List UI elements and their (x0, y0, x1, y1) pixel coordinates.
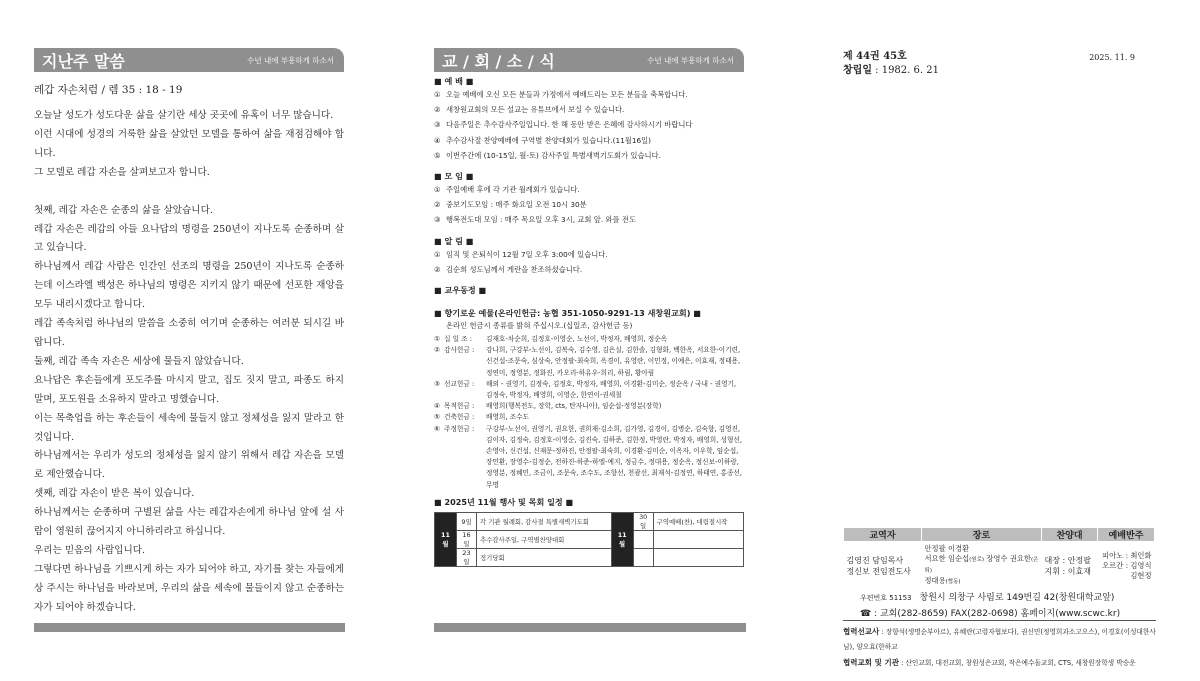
associate-elder: 정대용 (924, 576, 946, 585)
volume-number: 제 44권 45호 (843, 51, 907, 62)
schedule-event: 구역예배(찬), 대림절시작 (653, 512, 743, 530)
founded-date: : 1982. 6. 21 (871, 65, 939, 76)
offering-list (434, 334, 744, 491)
news-section-title: ■ 모 임 ■ (434, 171, 474, 182)
choir-leader: 대장 : 안정팔 (1044, 555, 1091, 565)
organist-2: 김현정 (1130, 570, 1152, 580)
partners-label: 협력교회 및 기관 (843, 658, 899, 667)
item-number: ② (434, 105, 441, 115)
schedule-day: 9일 (457, 512, 477, 530)
item-number: ③ (434, 215, 441, 225)
staff-choir (1042, 542, 1098, 590)
sermon-paragraph: 이는 목축업을 하는 후손들이 세속에 물들지 않고 정체성을 잃지 말라고 한 것입니다. (34, 412, 344, 443)
offering-donors: 구강부-노선이, 권영기, 권요한, 권희재-김소희, 김가영, 김경이, 김병순, 김숙향, 김영진, 김이자, 김정숙, 김정호-이영순, 김진숙, 김하준, 김한정, 박영란, 박정자, 배영희, 성형선, 손영아, 신건섭, 신재문-정하진, 안정팔-최숙희, 이경환-김미순, 이옥자, 이우학, 임순섭, 장민환, 장영수-김정순, 전하진-하준-하엘-예지, 정금수, 정대용, 정순옥, 정신보-이하랑, 정영분, 정혜민, 조금이, 조문숙, 조수도, 조향선, 천광선, 최재석-김정연, 하태연, 홍종선, 무명 (486, 424, 742, 489)
choir-conductor: 지휘 : 이효재 (1044, 566, 1091, 576)
divider (843, 620, 1156, 621)
schedule-month-2: 11월 (611, 512, 633, 566)
item-text: 주일예배 후에 각 기관 월례회가 있습니다. (446, 185, 580, 195)
schedule-event (653, 530, 743, 548)
elders-line-3 (925, 576, 1039, 587)
item-text: 중보기도모임 : 매주 화요일 오전 10시 30분 (446, 200, 587, 210)
offering-donors: 배영희(행복전도, 장학, cts, 탄자니아), 임순섭-정영분(장학) (486, 402, 662, 411)
news-item (434, 102, 744, 117)
elders-line-2 (925, 554, 1039, 576)
associate-tag: (협동) (945, 579, 961, 585)
news-section-title: ■ 예 배 ■ (434, 76, 474, 86)
sermon-paragraph: 둘째, 레갑 족속 자손은 세상에 물들지 않았습니다. (34, 355, 244, 367)
schedule-title: ■ 2025년 11월 행사 및 목회 일정 ■ (434, 496, 574, 507)
sermon-paragraph: 그 모델로 레갑 자손을 살펴보고자 합니다. (34, 166, 210, 178)
offering-row (434, 401, 744, 412)
offering-kind: 감사헌금 : (444, 346, 475, 355)
item-text: 추수감사절 찬양예배에 구역별 찬양대회가 있습니다.(11월16일) (446, 135, 652, 145)
schedule-row (435, 548, 744, 566)
news-item (434, 197, 744, 212)
paragraph-gap (34, 183, 344, 202)
item-text: 김순희 성도님께서 게란을 찬조하셨습니다. (446, 264, 583, 274)
church-news-panel (434, 48, 744, 567)
emeritus-tag: (원로) (969, 557, 985, 563)
item-number: ① (434, 90, 441, 99)
schedule-event: 각 기관 월례회, 감사절 특별새벽기도회 (477, 512, 612, 530)
offering-number: ⑤ (434, 413, 440, 422)
offering-kind: 십 일 조 : (444, 335, 473, 344)
retired-elders: 장영수 권요한 (984, 554, 1031, 563)
mission-info (843, 624, 1163, 671)
news-footer-bar (434, 623, 746, 632)
elders-line-1: 안정팔 이경환 (924, 544, 970, 553)
offering-kind: 건축헌금 : (444, 413, 475, 422)
item-text: 다음주일은 추수감사주일입니다. 한 해 동안 받은 은혜에 감사하시기 바랍니다 (446, 120, 693, 130)
news-header (434, 48, 744, 72)
church-address (860, 590, 1160, 603)
offering-kind: 주정헌금 : (444, 424, 475, 433)
staff-accompanists (1098, 542, 1155, 590)
item-number: ③ (434, 120, 441, 130)
schedule-row (435, 512, 744, 530)
pianist: 피아노 : 최인화 (1102, 550, 1152, 560)
schedule-day (633, 548, 653, 566)
news-item (434, 87, 744, 102)
sermon-header-subtitle: 수년 내에 부흥하게 하소서 (247, 55, 334, 65)
news-item (434, 262, 744, 277)
offering-row (434, 424, 744, 491)
sermon-body (34, 107, 344, 618)
staff-pastors (844, 542, 922, 590)
schedule-day: 30일 (633, 512, 653, 530)
sermon-paragraph: 요나답은 후손들에게 포도주를 마시지 말고, 집도 짓지 말고, 파종도 하지 말며, 포도원을 소유하지 말라고 명했습니다. (34, 374, 344, 405)
offering-donors: 김재호-차순희, 김정호-이영순, 노선이, 박정자, 배영희, 정순옥 (486, 335, 668, 344)
bulletin-date: 2025. 11. 9 (1089, 53, 1135, 62)
bulletin-info (843, 50, 1163, 78)
item-text: 새창원교회의 모든 설교는 유튜브에서 보실 수 있습니다. (446, 105, 625, 115)
schedule-event (653, 548, 743, 566)
offering-number: ⑥ (434, 424, 440, 433)
schedule-month: 11월 (435, 512, 457, 566)
news-item (434, 117, 744, 132)
offering-row (434, 379, 744, 401)
organist: 오르간 : 김영식 (1102, 560, 1152, 570)
sermon-paragraph: 이런 시대에 성경의 거룩한 삶을 살았던 모델을 통하여 삶을 재점검해야 합니다. (34, 128, 344, 159)
news-item (434, 182, 744, 197)
schedule-row (435, 530, 744, 548)
item-number: ④ (434, 135, 441, 145)
missionaries-text: : 장향석(생명순부아르), 유혜란(고령자협보다), 권신민(정영희과소고오스), 이경호(이성대한사님), 양오효(한하교 (843, 628, 1156, 651)
retired-tag: (은퇴) (924, 557, 1039, 574)
news-header-title: 교 / 회 / 소 / 식 (442, 51, 555, 71)
missionaries-label: 협력선교사 (843, 627, 880, 636)
sermon-paragraph: 하나님께서는 우리가 성도의 정체성을 잃지 않기 위해서 레갑 자손을 모델로 제안했습니다. (34, 450, 344, 481)
offering-donors: 해외 - 권영기, 김정숙, 김정호, 박정자, 배영희, 이경환-김미순, 정순옥 / 국내 - 권영기, 김정숙, 박정자, 배영희, 이영순, 한연이-권세철 (486, 379, 737, 400)
offering-donors: 배영희, 조수도 (486, 413, 530, 422)
missionaries-line (843, 624, 1163, 655)
schedule-day: 23일 (457, 548, 477, 566)
sermon-header-title: 지난주 말씀 (42, 51, 125, 71)
item-text: 이번주간에 (10-15일, 월-토) 감사주일 특별새벽기도회가 있습니다. (446, 150, 661, 160)
senior-pastor: 김영진 담임목사 (846, 555, 904, 565)
news-item (434, 247, 744, 262)
offering-note: 온라인 헌금시 종류를 밝혀 주십시오.(십일조, 감사헌금 등) (446, 321, 633, 331)
emeritus-elders: 서요한 임순섭 (924, 554, 970, 563)
news-item (434, 148, 744, 163)
staff-header-choir: 찬양대 (1042, 528, 1098, 542)
news-section-title: ■ 알 림 ■ (434, 235, 474, 246)
item-text: 행복전도대 모임 : 매주 목요일 오후 3시, 교회 앞. 와플 전도 (446, 215, 637, 225)
sermon-paragraph: 하나님께서 레갑 사람은 인간인 선조의 명령을 250년이 지나도록 순종하는데 이스라엘 백성은 하나님의 명령은 지키지 않기 때문에 선포한 재앙을 모두 내리시겠다고 합니다. (34, 261, 344, 311)
staff-header-accompanist: 예배반주 (1098, 528, 1155, 542)
offering-donors: 강나희, 구강부-노선이, 김복숙, 김수영, 김은실, 김한솔, 김형화, 백한옥, 서요한-이기련, 신건섭-조문숙, 심상숙, 안정팔-최숙희, 옥경이, 유영란, 이민정, 이예은, 이효재, 정태용, 정연미, 정영분, 정화진, 카오리-하유우-희리, 하림, 황아림 (486, 346, 741, 377)
offering-number: ④ (434, 402, 440, 411)
offering-number: ① (434, 335, 440, 344)
news-item (434, 133, 744, 148)
sermon-footer-bar (34, 623, 345, 632)
item-text: 오늘 예배에 오신 모든 분들과 가정에서 예배드리는 모든 분들을 축복합니다. (446, 90, 688, 99)
news-section-title: ■ 교우동정 ■ (434, 285, 487, 296)
offering-row (434, 412, 744, 423)
address-text: 창원시 의창구 사림로 149번길 42(창원대학교앞) (919, 593, 1115, 603)
item-text: 임직 및 은퇴식이 12월 7일 오후 3:00에 있습니다. (446, 249, 608, 259)
founded-line (843, 64, 1163, 78)
staff-table (843, 527, 1155, 589)
sermon-paragraph: 첫째, 레갑 자손은 순종의 삶을 살았습니다. (34, 204, 213, 216)
schedule-event: 추수감사주일, 구역별찬양대회 (477, 530, 612, 548)
item-number: ① (434, 185, 441, 195)
schedule-event: 정기당회 (477, 548, 612, 566)
schedule-table (434, 512, 744, 567)
staff-elders (922, 542, 1042, 590)
sermon-panel (34, 48, 344, 618)
partners-text: : 산인교회, 대전교회, 창원성은교회, 작은예수돌교회, CTS, 새창원장학생 박승운 (898, 659, 1136, 667)
offering-number: ② (434, 346, 440, 355)
offering-kind: 선교헌금 : (444, 379, 475, 388)
schedule-day (633, 530, 653, 548)
news-item (434, 212, 744, 227)
staff-header-pastor: 교역자 (844, 528, 922, 542)
postal-code: 우편번호 51153 (860, 594, 912, 602)
sermon-paragraph: 셋째, 레갑 자손이 받은 복이 있습니다. (34, 488, 195, 500)
offering-row (434, 334, 744, 345)
schedule-day: 16일 (457, 530, 477, 548)
sermon-paragraph: 레갑 자손은 레갑의 아들 요나답의 명령을 250년이 지나도록 순종하며 살고 있습니다. (34, 223, 344, 254)
sermon-paragraph: 우리는 믿음의 사람입니다. (34, 544, 146, 556)
sermon-paragraph: 오늘날 성도가 성도다운 삶을 살기란 세상 곳곳에 유혹이 너무 많습니다. (34, 110, 334, 121)
item-number: ② (434, 200, 441, 210)
offering-number: ③ (434, 379, 440, 388)
news-sections (434, 76, 744, 296)
item-number: ① (434, 249, 441, 259)
offering-title: ■ 향기로운 예물(온라인헌금: 농협 351-1050-9291-13 새창원교회) ■ (434, 308, 701, 319)
staff-header-elder: 장로 (922, 528, 1042, 542)
sermon-paragraph: 그렇다면 하나님을 기쁘시게 하는 자가 되어야 하고, 자기를 찾는 자들에게 상 주시는 하나님을 바라보며, 우리의 삶을 세속에 물들이지 않고 순종하는 자가 되어야 하겠습니다. (34, 563, 344, 613)
founded-label: 창립일 (843, 65, 872, 76)
item-number: ② (434, 264, 441, 274)
news-header-subtitle: 수년 내에 부흥하게 하소서 (647, 55, 734, 65)
offering-row (434, 345, 744, 379)
sermon-paragraph: 하나님께서는 순종하며 구별된 삶을 사는 레갑자손에게 하나님 앞에 설 사람이 영원히 끊어지지 아니하리라고 하십니다. (34, 507, 344, 538)
contact-line: ☎ : 교회(282-8659) FAX(282-0698) 홈페이지(www.scwc.kr) (860, 609, 1121, 619)
sermon-header (34, 48, 344, 72)
full-time-evangelist: 정신보 전임전도사 (846, 566, 911, 576)
partners-line (843, 655, 1163, 671)
item-number: ⑤ (434, 150, 441, 160)
offering-kind: 목적헌금 : (444, 402, 475, 411)
sermon-paragraph: 레갑 족속처럼 하나님의 말씀을 소중히 여기며 순종하는 여러분 되시길 바랍니다. (34, 318, 344, 348)
sermon-scripture: 레갑 자손처럼 / 렘 35 : 18 - 19 (34, 84, 183, 96)
